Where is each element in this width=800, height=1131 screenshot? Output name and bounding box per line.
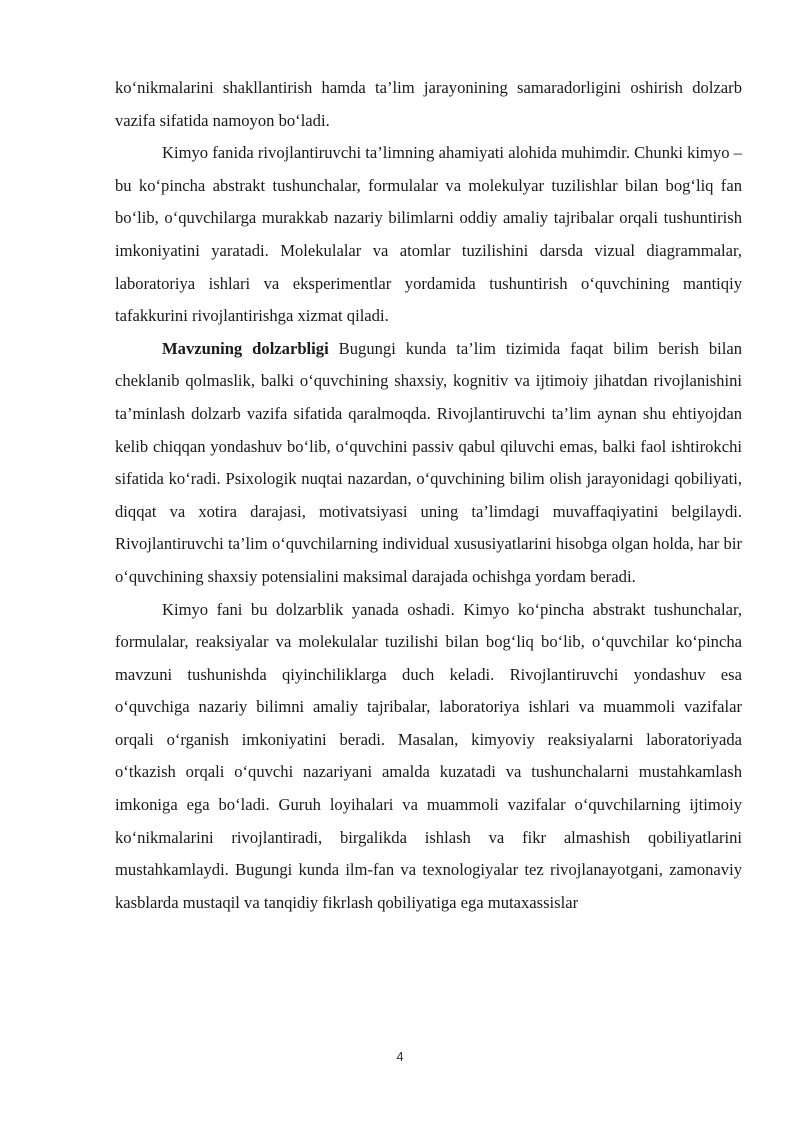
paragraph-chemistry-importance: Kimyo fanida rivojlantiruvchi ta’limning ahamiyati alohida muhimdir. Chunki kimyo – bu ko‘pincha abstrakt tushunchalar, formulalar va molekulyar tuzilishlar bilan bog‘liq fan bo‘lib, o‘quvchilarga murakkab nazariy bilimlarni oddiy amaliy tajribalar orqali tushuntirish imkoniyatini yaratadi. Molekulalar va atomlar tuzilishini darsda vizual diagrammalar, laboratoriya ishlari va eksperimentlar yordamida tushuntirish o‘quvchining mantiqiy tafakkurini rivojlantirishga xizmat qiladi. <box>115 143 742 326</box>
paragraph-chemistry-relevance: Kimyo fani bu dolzarblik yanada oshadi. Kimyo ko‘pincha abstrakt tushunchalar, formulalar, reaksiyalar va molekulalar tuzilishi bilan bog‘liq bo‘lib, o‘quvchilar ko‘pincha mavzuni tushunishda qiyinchiliklarga duch keladi. Rivojlantiruvchi yondashuv esa o‘quvchiga nazariy bilimni amaliy tajribalar, laboratoriya ishlari va muammoli vazifalar orqali o‘rganish imkoniyatini beradi. Masalan, kimyoviy reaksiyalarni laboratoriyada o‘tkazish orqali o‘quvchi nazariyani amalda kuzatadi va tushunchalarni mustahkamlash imkoniga ega bo‘ladi. Guruh loyihalari va muammoli vazifalar o‘quvchilarning ijtimoiy ko‘nikmalarini rivojlantiradi, birgalikda ishlash va fikr almashish qobiliyatlarini mustahkamlaydi. Bugungi kunda ilm-fan va texnologiyalar tez rivojlanayotgani, zamonaviy kasblarda mustaqil va tanqidiy fikrlash qobiliyatiga ega mutaxassislar <box>115 599 742 912</box>
page-number: 4 <box>396 1049 404 1064</box>
section-heading-relevance: Mavzuning dolzarbligi <box>162 338 329 358</box>
paragraph-topic-relevance <box>115 333 742 594</box>
paragraph-relevance-body: Bugungi kunda ta’lim tizimida faqat bilim berish bilan cheklanib qolmaslik, balki o‘quvchining shaxsiy, kognitiv va ijtimoiy jihatdan rivojlanishini ta’minlash dolzarb vazifa sifatida qaralmoqda. Rivojlantiruvchi ta’lim aynan shu ehtiyojdan kelib chiqqan yondashuv bo‘lib, o‘quvchini passiv qabul qiluvchi emas, balki faol ishtirokchi sifatida ko‘radi. Psixologik nuqtai nazardan, o‘quvchining bilim olish jarayonidagi qobiliyati, diqqat va xotira darajasi, motivatsiyasi uning ta’limdagi muvaffaqiyatini belgilaydi. Rivojlantiruvchi ta’lim o‘quvchilarning individual xususiyatlarini hisobga olgan holda, har bir o‘quvchining shaxsiy potensialini maksimal darajada ochishga yordam beradi. <box>115 338 742 586</box>
paragraph-continuation: ko‘nikmalarini shakllantirish hamda ta’lim jarayonining samaradorligini oshirish dolzarb vazifa sifatida namoyon bo‘ladi. <box>115 78 742 130</box>
document-page <box>115 72 742 919</box>
